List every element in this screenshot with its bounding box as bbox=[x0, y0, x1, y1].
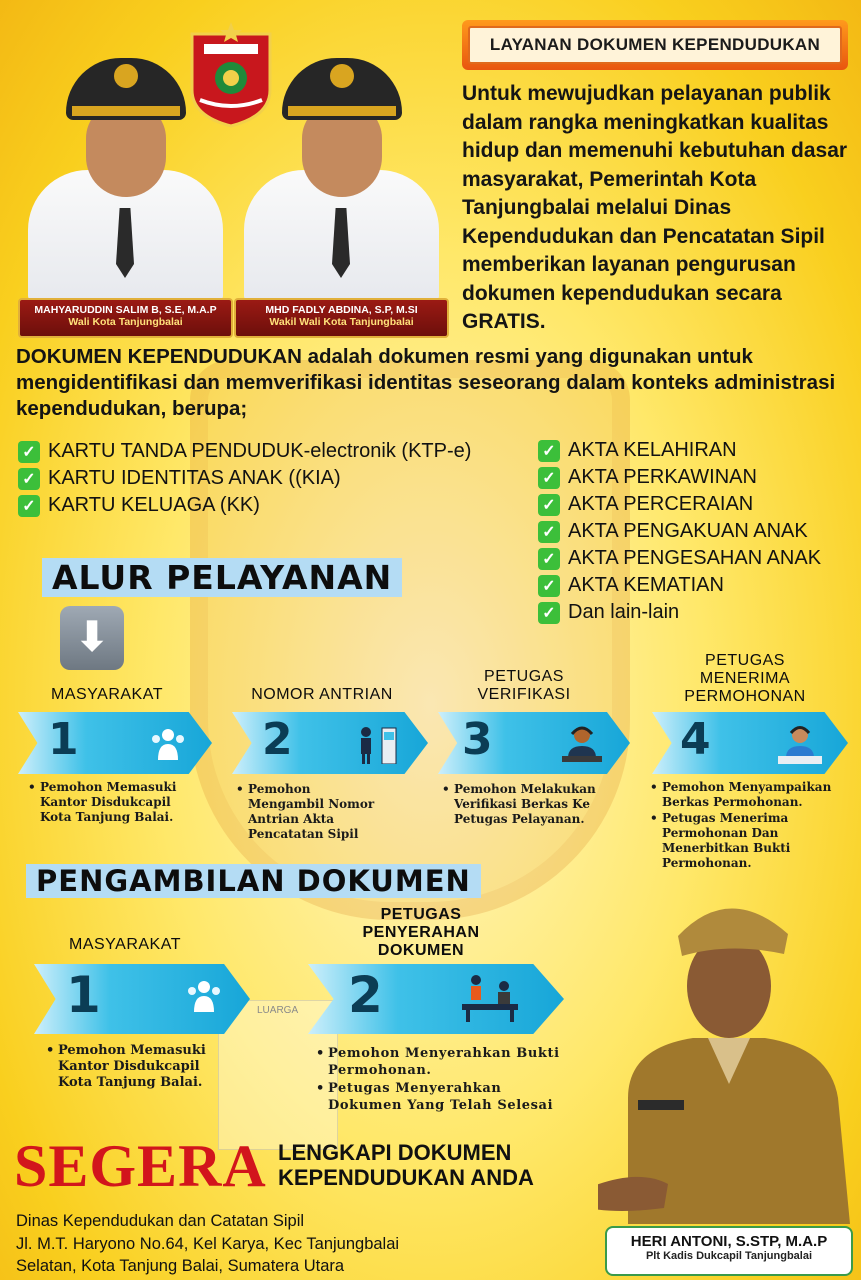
list-item bbox=[538, 437, 821, 464]
queue-machine-icon bbox=[356, 724, 402, 764]
checkmark-icon: ✓ bbox=[538, 494, 560, 516]
checkmark-icon: ✓ bbox=[538, 548, 560, 570]
step-chevron bbox=[308, 964, 564, 1034]
document-label: KARTU KELUAGA (KK) bbox=[48, 494, 260, 516]
head-of-office-nameplate bbox=[605, 1226, 853, 1276]
step-number: 4 bbox=[680, 714, 711, 765]
alur-step-1-label: MASYARAKAT bbox=[51, 686, 163, 703]
cta-segera: SEGERA bbox=[14, 1133, 267, 1199]
step-bullet: • Pemohon Melakukan Verifikasi Berkas Ke Petugas Pelayanan. bbox=[442, 782, 612, 827]
list-item bbox=[18, 465, 471, 492]
pengambilan-step-1 bbox=[34, 964, 250, 1034]
service-header-title: LAYANAN DOKUMEN KEPENDUDUKAN bbox=[489, 35, 821, 54]
document-label: Dan lain-lain bbox=[568, 601, 680, 623]
alur-step-2-label: NOMOR ANTRIAN bbox=[251, 686, 393, 703]
family-card-label: LUARGA bbox=[257, 1005, 299, 1016]
step-number: 2 bbox=[348, 966, 383, 1024]
checkmark-icon: ✓ bbox=[538, 575, 560, 597]
alur-step-4-desc bbox=[650, 780, 850, 872]
desk-handover-icon bbox=[458, 972, 522, 1024]
official-role: Wali Kota Tanjungbalai bbox=[68, 316, 183, 328]
step-number: 2 bbox=[262, 714, 293, 765]
pengambilan-title: PENGAMBILAN DOKUMEN bbox=[26, 864, 481, 898]
document-label: AKTA PENGAKUAN ANAK bbox=[568, 520, 808, 542]
alur-step-4-label: PETUGAS MENERIMA PERMOHONAN bbox=[684, 652, 806, 705]
intro-text: Untuk mewujudkan pelayanan publik dalam rangka meningkatkan kualitas hidup dan memenuhi kebutuhan dasar masyarakat, Pemerintah Kota Tanjungbalai melalui Dinas Kependudukan dan Pencatatan Sipil memberikan layanan pengurusan dokumen kependudukan secara GRATIS. bbox=[462, 82, 848, 333]
cap-badge-icon bbox=[330, 64, 354, 88]
alur-step-1 bbox=[18, 712, 212, 774]
people-icon bbox=[148, 724, 188, 764]
alur-step-1-desc bbox=[28, 780, 198, 826]
nameplate bbox=[18, 298, 233, 338]
official-name: MAHYARUDDIN SALIM B, S.E, M.A.P bbox=[34, 304, 217, 316]
step-number: 1 bbox=[66, 966, 101, 1024]
list-item bbox=[538, 518, 821, 545]
list-item bbox=[538, 545, 821, 572]
step-bullet: • Pemohon Menyerahkan Bukti Permohonan. bbox=[316, 1045, 562, 1079]
pengambilan-step-2 bbox=[308, 964, 564, 1034]
city-crest-icon bbox=[186, 20, 276, 128]
step-bullet: • Petugas Menerima Permohonan Dan Menerbitkan Bukti Permohonan. bbox=[650, 811, 850, 871]
official-name: HERI ANTONI, S.STP, M.A.P bbox=[630, 1233, 828, 1250]
list-item bbox=[538, 599, 821, 626]
document-list-certificates bbox=[538, 437, 821, 626]
document-label: AKTA PERKAWINAN bbox=[568, 466, 757, 488]
checkmark-icon: ✓ bbox=[538, 521, 560, 543]
alur-step-3-desc bbox=[442, 782, 612, 828]
step-bullet: • Pemohon Memasuki Kantor Disdukcapil Kota Tanjung Balai. bbox=[28, 780, 198, 825]
checkmark-icon: ✓ bbox=[18, 495, 40, 517]
checkmark-icon: ✓ bbox=[18, 468, 40, 490]
cta-line-2: KEPENDUDUKAN ANDA bbox=[278, 1165, 534, 1190]
cta-text bbox=[278, 1140, 534, 1190]
checkmark-icon: ✓ bbox=[538, 440, 560, 462]
alur-step-2-desc bbox=[236, 782, 376, 843]
pengambilan-step-2-label: PETUGAS PENYERAHAN DOKUMEN bbox=[362, 906, 480, 959]
pengambilan-step-1-desc bbox=[46, 1043, 236, 1092]
checkmark-icon: ✓ bbox=[538, 602, 560, 624]
official-portrait-head-of-office bbox=[598, 888, 860, 1224]
step-number: 1 bbox=[48, 714, 79, 765]
checkmark-icon: ✓ bbox=[538, 467, 560, 489]
alur-step-2 bbox=[232, 712, 428, 774]
pengambilan-step-1-label: MASYARAKAT bbox=[69, 936, 181, 953]
pengambilan-step-2-desc bbox=[316, 1045, 562, 1115]
receptionist-icon bbox=[776, 724, 824, 764]
document-label: KARTU IDENTITAS ANAK ((KIA) bbox=[48, 467, 341, 489]
definition-text: DOKUMEN KEPENDUDUKAN adalah dokumen resmi yang digunakan untuk mengidentifikasi dan memverifikasi identitas seseorang dalam konteks administrasi kependudukan, berupa; bbox=[16, 345, 836, 420]
operator-icon bbox=[558, 724, 606, 764]
address-line: Selatan, Kota Tanjung Balai, Sumatera Utara bbox=[16, 1257, 345, 1275]
list-item bbox=[18, 492, 471, 519]
nameplate bbox=[234, 298, 449, 338]
alur-title: ALUR PELAYANAN bbox=[42, 558, 402, 597]
people-icon bbox=[184, 976, 224, 1016]
step-bullet: • Petugas Menyerahkan Dokumen Yang Telah Selesai bbox=[316, 1080, 562, 1114]
step-bullet: • Pemohon Mengambil Nomor Antrian Akta Pencatatan Sipil bbox=[236, 782, 376, 842]
official-role: Wakil Wali Kota Tanjungbalai bbox=[269, 316, 414, 328]
step-number: 3 bbox=[462, 714, 493, 765]
service-header-inner bbox=[468, 26, 842, 64]
document-list-cards bbox=[18, 438, 471, 519]
cap-badge-icon bbox=[114, 64, 138, 88]
alur-step-4 bbox=[652, 712, 848, 774]
down-arrow-icon: ⬇ bbox=[60, 606, 124, 670]
list-item bbox=[538, 464, 821, 491]
document-label: AKTA PENGESAHAN ANAK bbox=[568, 547, 822, 569]
cta-line-1: LENGKAPI DOKUMEN bbox=[278, 1140, 512, 1165]
address-line: Dinas Kependudukan dan Catatan Sipil bbox=[16, 1212, 305, 1230]
list-item bbox=[538, 572, 821, 599]
alur-step-3 bbox=[438, 712, 630, 774]
list-item bbox=[18, 438, 471, 465]
alur-step-3-label: PETUGAS VERIFIKASI bbox=[477, 668, 571, 703]
step-bullet: • Pemohon Memasuki Kantor Disdukcapil Kota Tanjung Balai. bbox=[46, 1043, 236, 1091]
checkmark-icon: ✓ bbox=[18, 441, 40, 463]
document-label: KARTU TANDA PENDUDUK-electronik (KTP-e) bbox=[48, 440, 472, 462]
official-name: MHD FADLY ABDINA, S.P, M.SI bbox=[265, 304, 418, 316]
service-header bbox=[462, 20, 848, 70]
document-label: AKTA KEMATIAN bbox=[568, 574, 724, 596]
list-item bbox=[538, 491, 821, 518]
official-role: Plt Kadis Dukcapil Tanjungbalai bbox=[645, 1250, 813, 1262]
document-label: AKTA KELAHIRAN bbox=[568, 439, 737, 461]
address-line: Jl. M.T. Haryono No.64, Kel Karya, Kec Tanjungbalai bbox=[16, 1234, 400, 1253]
step-bullet: • Pemohon Menyampaikan Berkas Permohonan. bbox=[650, 780, 850, 810]
document-label: AKTA PERCERAIAN bbox=[568, 493, 754, 515]
office-address bbox=[16, 1210, 399, 1278]
